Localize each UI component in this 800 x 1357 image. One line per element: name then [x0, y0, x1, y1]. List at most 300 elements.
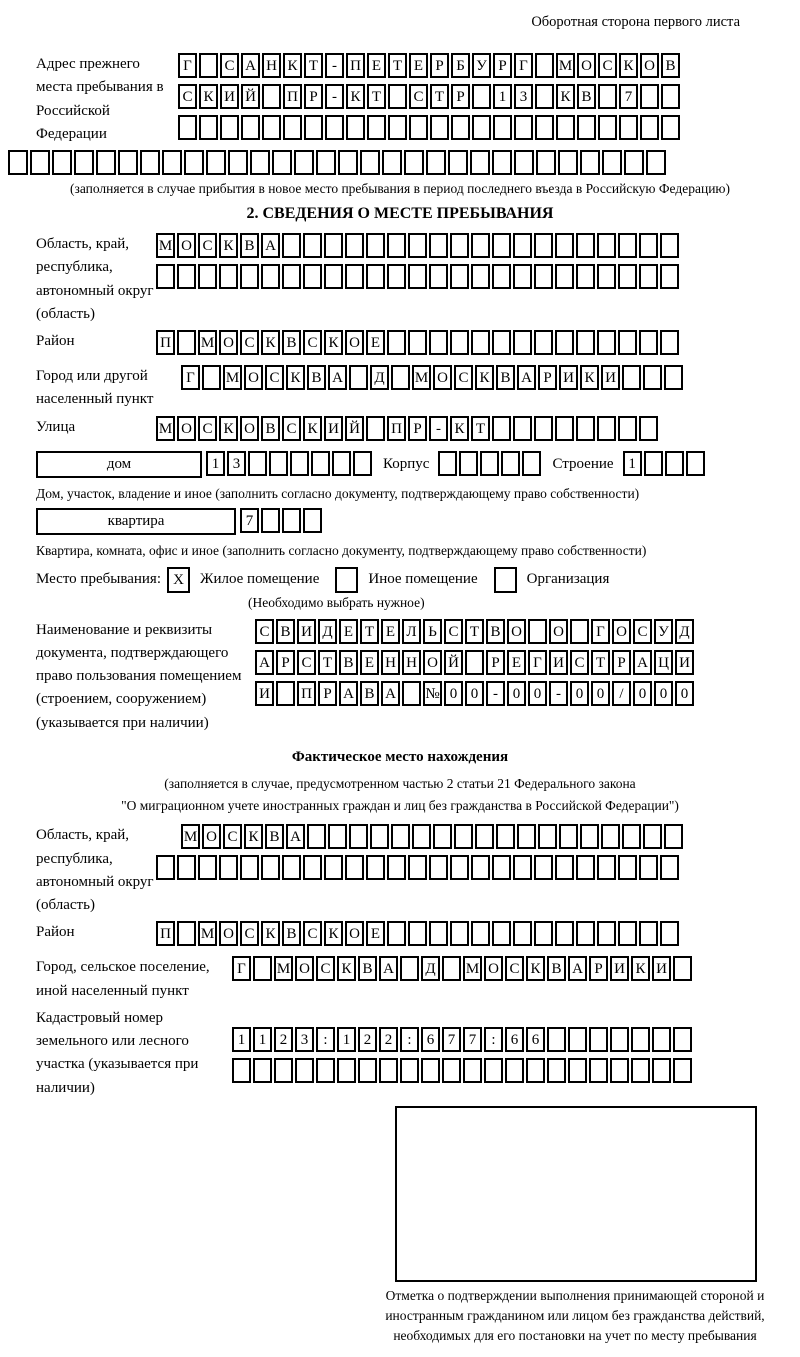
- char-cell[interactable]: [559, 824, 578, 849]
- gorod-row[interactable]: [181, 365, 685, 392]
- char-cell[interactable]: [576, 264, 595, 289]
- char-cell[interactable]: [492, 416, 511, 441]
- char-cell[interactable]: -: [549, 681, 568, 706]
- char-cell[interactable]: А: [339, 681, 358, 706]
- char-cell[interactable]: [555, 416, 574, 441]
- char-cell[interactable]: [349, 824, 368, 849]
- dom-cells[interactable]: [206, 451, 374, 478]
- char-cell[interactable]: [618, 855, 637, 880]
- char-cell[interactable]: Т: [388, 53, 407, 78]
- char-cell[interactable]: -: [325, 84, 344, 109]
- char-cell[interactable]: О: [577, 53, 596, 78]
- char-cell[interactable]: О: [345, 921, 364, 946]
- char-cell[interactable]: М: [412, 365, 431, 390]
- char-cell[interactable]: :: [400, 1027, 419, 1052]
- char-cell[interactable]: [480, 451, 499, 476]
- char-cell[interactable]: [556, 115, 575, 140]
- char-cell[interactable]: [547, 1027, 566, 1052]
- char-cell[interactable]: Т: [304, 53, 323, 78]
- char-cell[interactable]: [429, 233, 448, 258]
- char-cell[interactable]: А: [633, 650, 652, 675]
- char-cell[interactable]: [652, 1027, 671, 1052]
- fact-raion-row[interactable]: [156, 921, 681, 948]
- char-cell[interactable]: [522, 451, 541, 476]
- char-cell[interactable]: [391, 365, 410, 390]
- char-cell[interactable]: [492, 150, 512, 175]
- char-cell[interactable]: [661, 84, 680, 109]
- char-cell[interactable]: Г: [528, 650, 547, 675]
- char-cell[interactable]: [471, 233, 490, 258]
- char-cell[interactable]: [589, 1058, 608, 1083]
- char-cell[interactable]: С: [240, 330, 259, 355]
- char-cell[interactable]: [450, 921, 469, 946]
- char-cell[interactable]: [598, 84, 617, 109]
- char-cell[interactable]: [262, 115, 281, 140]
- char-cell[interactable]: К: [286, 365, 305, 390]
- char-cell[interactable]: [471, 264, 490, 289]
- char-cell[interactable]: [576, 855, 595, 880]
- char-cell[interactable]: [622, 824, 641, 849]
- char-cell[interactable]: [618, 330, 637, 355]
- char-cell[interactable]: [471, 855, 490, 880]
- char-cell[interactable]: Е: [409, 53, 428, 78]
- char-cell[interactable]: [118, 150, 138, 175]
- char-cell[interactable]: [597, 855, 616, 880]
- char-cell[interactable]: 7: [442, 1027, 461, 1052]
- char-cell[interactable]: [471, 921, 490, 946]
- char-cell[interactable]: [269, 451, 288, 476]
- fact-oblast-row-1[interactable]: [181, 824, 685, 851]
- char-cell[interactable]: Т: [591, 650, 610, 675]
- char-cell[interactable]: С: [303, 330, 322, 355]
- char-cell[interactable]: [514, 150, 534, 175]
- char-cell[interactable]: [513, 855, 532, 880]
- char-cell[interactable]: [433, 824, 452, 849]
- char-cell[interactable]: [408, 330, 427, 355]
- char-cell[interactable]: [686, 451, 705, 476]
- char-cell[interactable]: [538, 824, 557, 849]
- char-cell[interactable]: [283, 115, 302, 140]
- char-cell[interactable]: [534, 855, 553, 880]
- char-cell[interactable]: С: [316, 956, 335, 981]
- char-cell[interactable]: Л: [402, 619, 421, 644]
- char-cell[interactable]: [429, 855, 448, 880]
- char-cell[interactable]: Г: [178, 53, 197, 78]
- char-cell[interactable]: 7: [463, 1027, 482, 1052]
- char-cell[interactable]: К: [261, 330, 280, 355]
- char-cell[interactable]: [400, 1058, 419, 1083]
- char-cell[interactable]: 2: [274, 1027, 293, 1052]
- char-cell[interactable]: О: [244, 365, 263, 390]
- char-cell[interactable]: С: [178, 84, 197, 109]
- char-cell[interactable]: Е: [360, 650, 379, 675]
- char-cell[interactable]: Н: [402, 650, 421, 675]
- char-cell[interactable]: №: [423, 681, 442, 706]
- oblast-row-1[interactable]: [156, 233, 681, 260]
- char-cell[interactable]: 7: [619, 84, 638, 109]
- char-cell[interactable]: В: [661, 53, 680, 78]
- char-cell[interactable]: [576, 330, 595, 355]
- kadastr-row-2[interactable]: [232, 1058, 694, 1085]
- checkbox-zhiloe[interactable]: X: [167, 567, 190, 593]
- char-cell[interactable]: [199, 115, 218, 140]
- char-cell[interactable]: С: [282, 416, 301, 441]
- char-cell[interactable]: О: [507, 619, 526, 644]
- char-cell[interactable]: В: [496, 365, 515, 390]
- char-cell[interactable]: [639, 330, 658, 355]
- char-cell[interactable]: 0: [507, 681, 526, 706]
- char-cell[interactable]: [535, 115, 554, 140]
- char-cell[interactable]: О: [423, 650, 442, 675]
- char-cell[interactable]: К: [324, 330, 343, 355]
- char-cell[interactable]: В: [282, 330, 301, 355]
- char-cell[interactable]: Р: [276, 650, 295, 675]
- char-cell[interactable]: [597, 921, 616, 946]
- char-cell[interactable]: М: [181, 824, 200, 849]
- char-cell[interactable]: [324, 264, 343, 289]
- char-cell[interactable]: П: [297, 681, 316, 706]
- char-cell[interactable]: [597, 416, 616, 441]
- fact-gorod-row[interactable]: [232, 956, 694, 983]
- char-cell[interactable]: [304, 115, 323, 140]
- char-cell[interactable]: [534, 330, 553, 355]
- oblast-row-2[interactable]: [156, 264, 681, 291]
- char-cell[interactable]: [337, 1058, 356, 1083]
- char-cell[interactable]: 2: [358, 1027, 377, 1052]
- char-cell[interactable]: [360, 150, 380, 175]
- char-cell[interactable]: [472, 115, 491, 140]
- char-cell[interactable]: А: [517, 365, 536, 390]
- char-cell[interactable]: [353, 451, 372, 476]
- char-cell[interactable]: [472, 84, 491, 109]
- char-cell[interactable]: [484, 1058, 503, 1083]
- fact-oblast-row-2[interactable]: [156, 855, 685, 882]
- char-cell[interactable]: Р: [304, 84, 323, 109]
- char-cell[interactable]: П: [387, 416, 406, 441]
- char-cell[interactable]: [517, 824, 536, 849]
- char-cell[interactable]: [673, 1058, 692, 1083]
- char-cell[interactable]: 1: [493, 84, 512, 109]
- char-cell[interactable]: О: [177, 416, 196, 441]
- prev-address-row-3[interactable]: [178, 115, 682, 142]
- char-cell[interactable]: [622, 365, 641, 390]
- char-cell[interactable]: [282, 233, 301, 258]
- char-cell[interactable]: [366, 264, 385, 289]
- char-cell[interactable]: В: [547, 956, 566, 981]
- char-cell[interactable]: [325, 115, 344, 140]
- char-cell[interactable]: А: [381, 681, 400, 706]
- char-cell[interactable]: [673, 1027, 692, 1052]
- char-cell[interactable]: [303, 264, 322, 289]
- char-cell[interactable]: М: [198, 330, 217, 355]
- char-cell[interactable]: [338, 150, 358, 175]
- char-cell[interactable]: [345, 264, 364, 289]
- char-cell[interactable]: [253, 956, 272, 981]
- char-cell[interactable]: [408, 855, 427, 880]
- char-cell[interactable]: [513, 416, 532, 441]
- char-cell[interactable]: [261, 508, 280, 533]
- char-cell[interactable]: [391, 824, 410, 849]
- char-cell[interactable]: В: [261, 416, 280, 441]
- char-cell[interactable]: М: [223, 365, 242, 390]
- char-cell[interactable]: [177, 330, 196, 355]
- char-cell[interactable]: [644, 451, 663, 476]
- char-cell[interactable]: [602, 150, 622, 175]
- char-cell[interactable]: [240, 855, 259, 880]
- char-cell[interactable]: 0: [654, 681, 673, 706]
- char-cell[interactable]: Д: [675, 619, 694, 644]
- char-cell[interactable]: К: [631, 956, 650, 981]
- char-cell[interactable]: [421, 1058, 440, 1083]
- char-cell[interactable]: [430, 115, 449, 140]
- char-cell[interactable]: [74, 150, 94, 175]
- char-cell[interactable]: [448, 150, 468, 175]
- char-cell[interactable]: 0: [444, 681, 463, 706]
- char-cell[interactable]: :: [316, 1027, 335, 1052]
- char-cell[interactable]: М: [463, 956, 482, 981]
- char-cell[interactable]: [660, 233, 679, 258]
- char-cell[interactable]: В: [339, 650, 358, 675]
- char-cell[interactable]: 7: [240, 508, 259, 533]
- char-cell[interactable]: /: [612, 681, 631, 706]
- char-cell[interactable]: В: [358, 956, 377, 981]
- char-cell[interactable]: 1: [206, 451, 225, 476]
- char-cell[interactable]: 0: [465, 681, 484, 706]
- char-cell[interactable]: [202, 365, 221, 390]
- char-cell[interactable]: [387, 921, 406, 946]
- char-cell[interactable]: Т: [318, 650, 337, 675]
- char-cell[interactable]: Е: [366, 330, 385, 355]
- char-cell[interactable]: [652, 1058, 671, 1083]
- char-cell[interactable]: 0: [591, 681, 610, 706]
- char-cell[interactable]: Е: [339, 619, 358, 644]
- char-cell[interactable]: [324, 855, 343, 880]
- char-cell[interactable]: [388, 84, 407, 109]
- char-cell[interactable]: [450, 264, 469, 289]
- char-cell[interactable]: [442, 956, 461, 981]
- char-cell[interactable]: [349, 365, 368, 390]
- char-cell[interactable]: [379, 1058, 398, 1083]
- char-cell[interactable]: [358, 1058, 377, 1083]
- char-cell[interactable]: [660, 855, 679, 880]
- char-cell[interactable]: 1: [337, 1027, 356, 1052]
- char-cell[interactable]: В: [360, 681, 379, 706]
- char-cell[interactable]: С: [505, 956, 524, 981]
- char-cell[interactable]: [576, 233, 595, 258]
- char-cell[interactable]: Р: [538, 365, 557, 390]
- char-cell[interactable]: 1: [623, 451, 642, 476]
- char-cell[interactable]: Р: [493, 53, 512, 78]
- char-cell[interactable]: [664, 824, 683, 849]
- char-cell[interactable]: [618, 416, 637, 441]
- char-cell[interactable]: [660, 264, 679, 289]
- char-cell[interactable]: П: [156, 921, 175, 946]
- char-cell[interactable]: [639, 921, 658, 946]
- char-cell[interactable]: Е: [366, 921, 385, 946]
- char-cell[interactable]: О: [549, 619, 568, 644]
- char-cell[interactable]: [290, 451, 309, 476]
- char-cell[interactable]: К: [450, 416, 469, 441]
- char-cell[interactable]: И: [601, 365, 620, 390]
- char-cell[interactable]: [597, 264, 616, 289]
- prev-address-row-1[interactable]: [178, 53, 682, 80]
- char-cell[interactable]: [624, 150, 644, 175]
- char-cell[interactable]: [240, 264, 259, 289]
- char-cell[interactable]: П: [156, 330, 175, 355]
- char-cell[interactable]: [156, 855, 175, 880]
- char-cell[interactable]: А: [241, 53, 260, 78]
- stroenie-cells[interactable]: [623, 451, 707, 478]
- char-cell[interactable]: [610, 1027, 629, 1052]
- char-cell[interactable]: А: [261, 233, 280, 258]
- char-cell[interactable]: [618, 233, 637, 258]
- char-cell[interactable]: [178, 115, 197, 140]
- char-cell[interactable]: [429, 264, 448, 289]
- char-cell[interactable]: [307, 824, 326, 849]
- char-cell[interactable]: [248, 451, 267, 476]
- char-cell[interactable]: В: [276, 619, 295, 644]
- char-cell[interactable]: А: [328, 365, 347, 390]
- char-cell[interactable]: [589, 1027, 608, 1052]
- char-cell[interactable]: [555, 264, 574, 289]
- char-cell[interactable]: С: [303, 921, 322, 946]
- char-cell[interactable]: [513, 233, 532, 258]
- char-cell[interactable]: [496, 824, 515, 849]
- char-cell[interactable]: [513, 921, 532, 946]
- kvartira-cells[interactable]: [240, 508, 324, 535]
- char-cell[interactable]: К: [556, 84, 575, 109]
- char-cell[interactable]: [492, 233, 511, 258]
- char-cell[interactable]: И: [220, 84, 239, 109]
- char-cell[interactable]: И: [549, 650, 568, 675]
- char-cell[interactable]: [450, 855, 469, 880]
- char-cell[interactable]: К: [580, 365, 599, 390]
- char-cell[interactable]: К: [337, 956, 356, 981]
- char-cell[interactable]: [580, 824, 599, 849]
- char-cell[interactable]: [534, 416, 553, 441]
- char-cell[interactable]: [206, 150, 226, 175]
- char-cell[interactable]: 0: [633, 681, 652, 706]
- char-cell[interactable]: [219, 264, 238, 289]
- char-cell[interactable]: [660, 921, 679, 946]
- char-cell[interactable]: [228, 150, 248, 175]
- char-cell[interactable]: К: [619, 53, 638, 78]
- char-cell[interactable]: [534, 233, 553, 258]
- char-cell[interactable]: [52, 150, 72, 175]
- char-cell[interactable]: [429, 330, 448, 355]
- char-cell[interactable]: [276, 681, 295, 706]
- char-cell[interactable]: [402, 681, 421, 706]
- char-cell[interactable]: Д: [370, 365, 389, 390]
- char-cell[interactable]: [303, 508, 322, 533]
- char-cell[interactable]: [219, 855, 238, 880]
- char-cell[interactable]: Ц: [654, 650, 673, 675]
- char-cell[interactable]: [640, 84, 659, 109]
- char-cell[interactable]: [475, 824, 494, 849]
- char-cell[interactable]: К: [244, 824, 263, 849]
- raion-row[interactable]: [156, 330, 681, 357]
- char-cell[interactable]: [409, 115, 428, 140]
- char-cell[interactable]: [282, 264, 301, 289]
- char-cell[interactable]: М: [156, 416, 175, 441]
- char-cell[interactable]: [555, 330, 574, 355]
- char-cell[interactable]: [528, 619, 547, 644]
- checkbox-organizatsiya[interactable]: [494, 567, 517, 593]
- char-cell[interactable]: В: [282, 921, 301, 946]
- char-cell[interactable]: Р: [589, 956, 608, 981]
- char-cell[interactable]: Й: [444, 650, 463, 675]
- char-cell[interactable]: 3: [295, 1027, 314, 1052]
- char-cell[interactable]: [580, 150, 600, 175]
- kadastr-row-1[interactable]: [232, 1027, 694, 1054]
- char-cell[interactable]: [646, 150, 666, 175]
- char-cell[interactable]: [328, 824, 347, 849]
- char-cell[interactable]: С: [570, 650, 589, 675]
- char-cell[interactable]: [535, 53, 554, 78]
- char-cell[interactable]: 1: [232, 1027, 251, 1052]
- char-cell[interactable]: [643, 365, 662, 390]
- char-cell[interactable]: 6: [421, 1027, 440, 1052]
- char-cell[interactable]: [198, 264, 217, 289]
- char-cell[interactable]: Г: [514, 53, 533, 78]
- char-cell[interactable]: [547, 1058, 566, 1083]
- char-cell[interactable]: [184, 150, 204, 175]
- char-cell[interactable]: 0: [570, 681, 589, 706]
- char-cell[interactable]: О: [177, 233, 196, 258]
- char-cell[interactable]: [156, 264, 175, 289]
- char-cell[interactable]: [367, 115, 386, 140]
- doc-row-2[interactable]: [255, 650, 696, 677]
- char-cell[interactable]: [295, 1058, 314, 1083]
- char-cell[interactable]: [387, 855, 406, 880]
- char-cell[interactable]: [316, 150, 336, 175]
- char-cell[interactable]: [412, 824, 431, 849]
- char-cell[interactable]: М: [274, 956, 293, 981]
- char-cell[interactable]: [631, 1058, 650, 1083]
- char-cell[interactable]: А: [379, 956, 398, 981]
- char-cell[interactable]: И: [559, 365, 578, 390]
- char-cell[interactable]: [505, 1058, 524, 1083]
- char-cell[interactable]: [274, 1058, 293, 1083]
- char-cell[interactable]: [513, 264, 532, 289]
- char-cell[interactable]: 1: [253, 1027, 272, 1052]
- char-cell[interactable]: О: [484, 956, 503, 981]
- char-cell[interactable]: П: [283, 84, 302, 109]
- char-cell[interactable]: [324, 233, 343, 258]
- char-cell[interactable]: [199, 53, 218, 78]
- char-cell[interactable]: 2: [379, 1027, 398, 1052]
- char-cell[interactable]: [177, 264, 196, 289]
- char-cell[interactable]: К: [346, 84, 365, 109]
- char-cell[interactable]: [639, 264, 658, 289]
- char-cell[interactable]: К: [261, 921, 280, 946]
- char-cell[interactable]: Р: [408, 416, 427, 441]
- doc-row-1[interactable]: [255, 619, 696, 646]
- char-cell[interactable]: [241, 115, 260, 140]
- char-cell[interactable]: К: [199, 84, 218, 109]
- char-cell[interactable]: В: [486, 619, 505, 644]
- char-cell[interactable]: [640, 115, 659, 140]
- char-cell[interactable]: [426, 150, 446, 175]
- char-cell[interactable]: [408, 264, 427, 289]
- char-cell[interactable]: Б: [451, 53, 470, 78]
- char-cell[interactable]: [303, 855, 322, 880]
- char-cell[interactable]: [366, 416, 385, 441]
- char-cell[interactable]: [492, 855, 511, 880]
- char-cell[interactable]: Д: [421, 956, 440, 981]
- char-cell[interactable]: О: [202, 824, 221, 849]
- char-cell[interactable]: Р: [318, 681, 337, 706]
